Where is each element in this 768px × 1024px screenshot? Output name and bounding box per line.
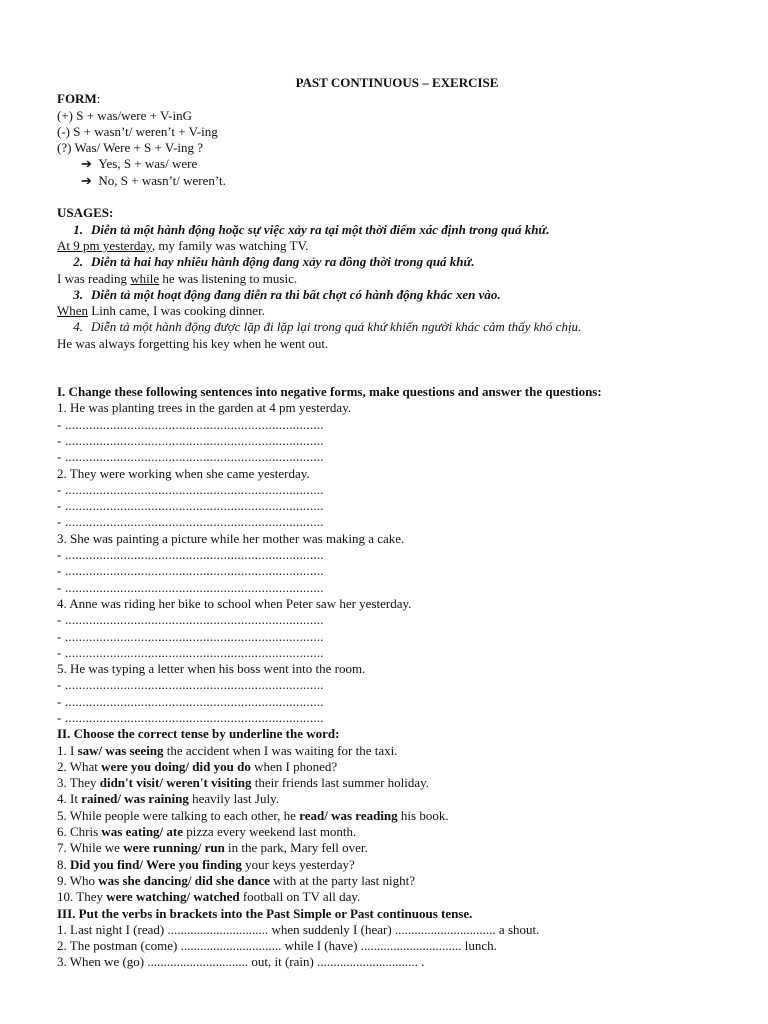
- answer-blank[interactable]: - ...........................................................................: [57, 693, 324, 709]
- tense-options[interactable]: didn't visit/ weren't visiting: [99, 775, 252, 791]
- sentence-text: 7. While we: [57, 840, 124, 856]
- tense-options[interactable]: was she dancing/ did she dance: [98, 872, 270, 888]
- answer-blank[interactable]: - ...........................................................................: [57, 709, 324, 725]
- choice-sentence: [57, 759, 717, 775]
- sentence-text: when I phoned?: [250, 758, 338, 774]
- tense-options[interactable]: was eating/ ate: [101, 824, 184, 840]
- sentence-text: 9. Who: [57, 872, 99, 888]
- usage-3-example: When Linh came, I was cooking dinner.: [57, 303, 265, 319]
- choice-sentence: [57, 824, 717, 840]
- answer-blank[interactable]: - ...........................................................................: [57, 498, 324, 514]
- answer-blank[interactable]: - ...........................................................................: [57, 677, 324, 693]
- section-2-heading: II. Choose the correct tense by underline the word:: [57, 726, 340, 742]
- form-negative: (-) S + wasn’t/ weren’t + V-ing: [57, 123, 218, 139]
- form-heading: FORM: [57, 91, 97, 107]
- choice-sentence: [57, 857, 717, 873]
- sentence-text: 4. It: [57, 791, 82, 807]
- tense-options[interactable]: rained/ was raining: [81, 791, 189, 807]
- form-question: (?) Was/ Were + S + V-ing ?: [57, 140, 204, 156]
- sentence-text: 8.: [57, 856, 70, 872]
- choice-sentence: [57, 873, 717, 889]
- choice-sentence: [57, 743, 717, 759]
- sentence-text: with at the party last night?: [269, 872, 416, 888]
- arrow-icon: ➔: [81, 156, 92, 172]
- usage-3-text: Diễn tả một hoạt động đang diễn ra thì bất chợt có hành động khác xen vào.: [91, 286, 501, 302]
- section-2-list: [57, 743, 717, 906]
- usages-heading: USAGES:: [57, 205, 114, 221]
- answer-blank[interactable]: - ...........................................................................: [57, 432, 324, 448]
- sentence-text: 1. I: [57, 742, 78, 758]
- sentence-text: your keys yesterday?: [241, 856, 355, 872]
- answer-blank[interactable]: - ...........................................................................: [57, 612, 324, 628]
- usage-4-example: He was always forgetting his key when he went out.: [57, 335, 329, 351]
- form-heading-line: [57, 91, 717, 107]
- usage-3: 3. Diễn tả một hoạt động đang diễn ra thì bất chợt có hành động khác xen vào.: [73, 286, 501, 302]
- tense-options[interactable]: read/ was reading: [299, 807, 398, 823]
- sentence-text: his book.: [397, 807, 449, 823]
- tense-options[interactable]: were you doing/ did you do: [101, 758, 251, 774]
- arrow-icon: ➔: [81, 172, 92, 188]
- usage-2-example: I was reading while he was listening to music.: [57, 270, 298, 286]
- answer-blank[interactable]: - ...........................................................................: [57, 547, 324, 563]
- form-no-line: [57, 173, 717, 189]
- s1-item-1: 1. He was planting trees in the garden at 4 pm yesterday.: [57, 400, 352, 416]
- tense-options[interactable]: Did you find/ Were you finding: [70, 856, 242, 872]
- section-3-heading: III. Put the verbs in brackets into the Past Simple or Past continuous tense.: [57, 905, 473, 921]
- answer-blank[interactable]: - ...........................................................................: [57, 644, 324, 660]
- sentence-text: in the park, Mary fell over.: [224, 840, 368, 856]
- s3-item-3: 3. When we (go) ............................... out, it (rain) ............................... .: [57, 954, 425, 970]
- usage-1-text: Diễn tả một hành động hoặc sự việc xảy ra tại một thời điểm xác định trong quá khứ.: [91, 221, 550, 237]
- answer-blank[interactable]: - ...........................................................................: [57, 628, 324, 644]
- sentence-text: pizza every weekend last month.: [183, 824, 357, 840]
- sentence-text: the accident when I was waiting for the taxi.: [163, 742, 398, 758]
- sentence-text: football on TV all day.: [239, 889, 361, 905]
- sentence-text: 2. What: [57, 758, 102, 774]
- sentence-text: 3. They: [57, 775, 100, 791]
- usage-2: 2. Diễn tả hai hay nhiều hành động đang xảy ra đồng thời trong quá khứ.: [73, 254, 475, 270]
- usage-1: 1. Diễn tả một hành động hoặc sự việc xảy ra tại một thời điểm xác định trong quá khứ.: [73, 221, 550, 237]
- worksheet-document: [57, 75, 717, 971]
- sentence-text: their friends last summer holiday.: [251, 775, 430, 791]
- answer-blank[interactable]: - ...........................................................................: [57, 563, 324, 579]
- choice-sentence: [57, 791, 717, 807]
- form-yes-line: [57, 156, 717, 172]
- tense-options[interactable]: were watching/ watched: [106, 889, 240, 905]
- form-no: No, S + wasn’t/ weren’t.: [98, 172, 226, 188]
- answer-blank[interactable]: - ...........................................................................: [57, 579, 324, 595]
- tense-options[interactable]: saw/ was seeing: [77, 742, 164, 758]
- answer-blank[interactable]: - ...........................................................................: [57, 416, 324, 432]
- s3-item-1: 1. Last night I (read) ............................... when suddenly I (hear) ............................... a shout.: [57, 921, 540, 937]
- answer-blank[interactable]: - ...........................................................................: [57, 514, 324, 530]
- form-colon: :: [96, 91, 101, 107]
- choice-sentence: [57, 840, 717, 856]
- sentence-text: 5. While people were talking to each other, he: [57, 807, 300, 823]
- usage-4: 4. Diễn tả một hành động được lặp đi lặp lại trong quá khứ khiến người khác cảm thấy khó chịu.: [73, 319, 582, 335]
- usage-4-text: Diễn tả một hành động được lặp đi lặp lại trong quá khứ khiến người khác cảm thấy khó chịu.: [91, 319, 582, 335]
- s1-item-2: 2. They were working when she came yesterday.: [57, 465, 310, 481]
- section-1-heading: I. Change these following sentences into negative forms, make questions and answer the questions:: [57, 384, 602, 400]
- s1-item-4: 4. Anne was riding her bike to school when Peter saw her yesterday.: [57, 595, 412, 611]
- sentence-text: 6. Chris: [57, 824, 102, 840]
- s3-item-2: 2. The postman (come) ............................... while I (have) ............................... lunch.: [57, 938, 497, 954]
- usage-1-example: At 9 pm yesterday, my family was watching TV.: [57, 237, 309, 253]
- s1-item-5: 5. He was typing a letter when his boss went into the room.: [57, 661, 366, 677]
- tense-options[interactable]: were running/ run: [123, 840, 225, 856]
- choice-sentence: [57, 808, 717, 824]
- worksheet-title: PAST CONTINUOUS – EXERCISE: [295, 75, 499, 90]
- choice-sentence: [57, 775, 717, 791]
- answer-blank[interactable]: - ...........................................................................: [57, 449, 324, 465]
- form-yes: Yes, S + was/ were: [98, 156, 198, 172]
- sentence-text: 10. They: [57, 889, 107, 905]
- sentence-text: heavily last July.: [188, 791, 279, 807]
- usage-2-text: Diễn tả hai hay nhiều hành động đang xảy ra đồng thời trong quá khứ.: [91, 254, 475, 270]
- answer-blank[interactable]: - ...........................................................................: [57, 481, 324, 497]
- form-positive: (+) S + was/were + V-inG: [57, 107, 193, 123]
- s1-item-3: 3. She was painting a picture while her mother was making a cake.: [57, 530, 405, 546]
- choice-sentence: [57, 889, 717, 905]
